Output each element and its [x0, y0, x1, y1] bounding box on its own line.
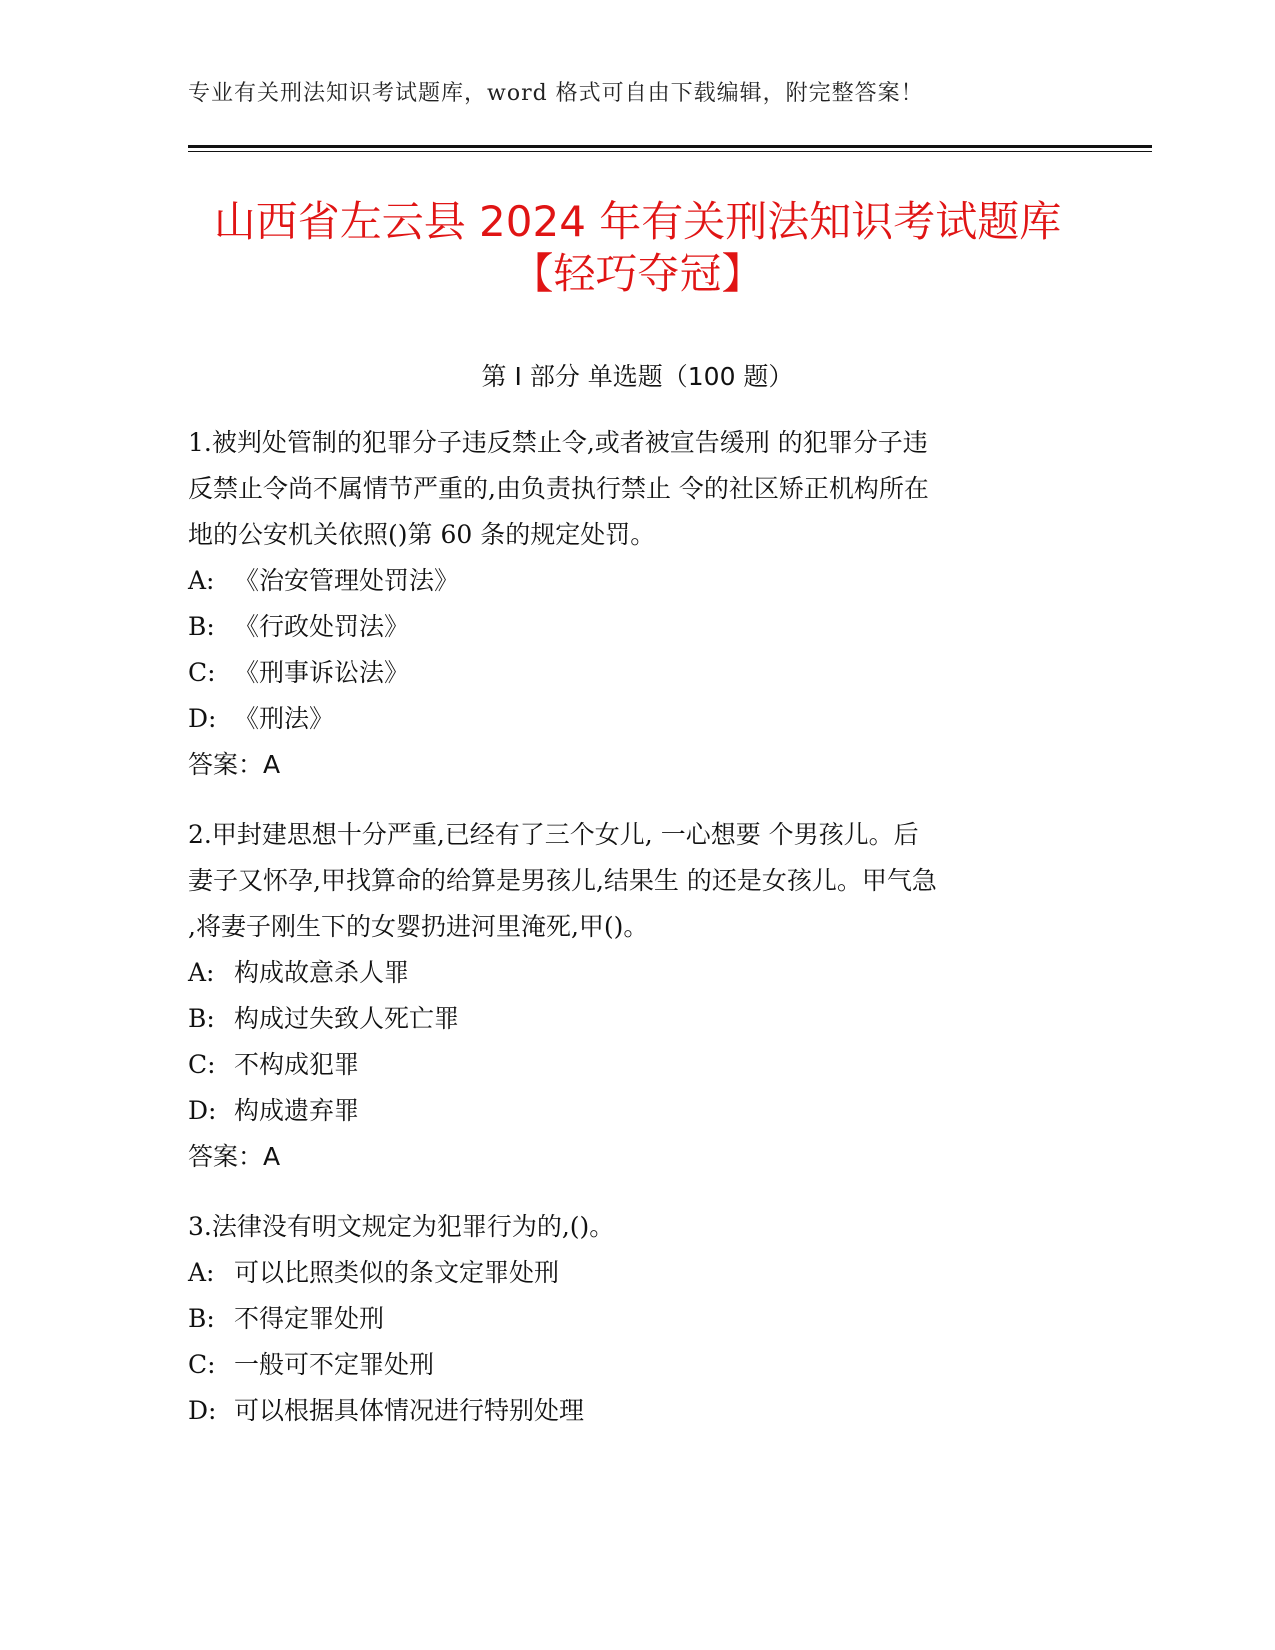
option-letter: D:: [188, 1396, 217, 1425]
option-d: [188, 696, 1088, 742]
option-text: 构成故意杀人罪: [234, 958, 410, 987]
header-divider-thin: [188, 151, 1152, 152]
document-title: [0, 196, 1275, 300]
option-letter: A:: [188, 1258, 215, 1287]
option-letter: B:: [188, 612, 215, 641]
option-a: [188, 950, 1088, 996]
answer-line: 答案：A: [188, 750, 281, 779]
question-stem-line: 地的公安机关依照()第 60 条的规定处罚。: [188, 520, 656, 549]
option-b: [188, 1296, 1088, 1342]
question-3: [188, 1204, 1088, 1434]
header-note: 专业有关刑法知识考试题库，word 格式可自由下载编辑，附完整答案！: [188, 81, 924, 106]
option-c: [188, 1042, 1088, 1088]
option-letter: C:: [188, 658, 216, 687]
option-text: 可以比照类似的条文定罪处刑: [234, 1258, 560, 1287]
option-text: 可以根据具体情况进行特别处理: [234, 1396, 585, 1425]
option-a: [188, 558, 1088, 604]
option-letter: A:: [188, 566, 215, 595]
option-text: 不得定罪处刑: [234, 1304, 385, 1333]
option-text: 不构成犯罪: [234, 1050, 360, 1079]
option-letter: D:: [188, 1096, 217, 1125]
option-c: [188, 650, 1088, 696]
option-letter: C:: [188, 1050, 216, 1079]
option-text: 《治安管理处罚法》: [234, 566, 460, 595]
option-letter: B:: [188, 1304, 215, 1333]
section-heading: 第 I 部分 单选题（100 题）: [481, 362, 794, 391]
option-letter: D:: [188, 704, 217, 733]
question-stem-line: ,将妻子刚生下的女婴扔进河里淹死,甲()。: [188, 912, 649, 941]
option-text: 一般可不定罪处刑: [234, 1350, 435, 1379]
question-stem-line: 1.被判处管制的犯罪分子违反禁止令,或者被宣告缓刑 的犯罪分子违: [188, 428, 928, 457]
answer-line: 答案：A: [188, 1142, 281, 1171]
question-stem-line: 2.甲封建思想十分严重,已经有了三个女儿, 一心想要 个男孩儿。后: [188, 820, 919, 849]
header-divider-thick: [188, 145, 1152, 148]
option-text: 《刑事诉讼法》: [234, 658, 410, 687]
option-letter: B:: [188, 1004, 215, 1033]
option-text: 《行政处罚法》: [234, 612, 410, 641]
title-line-2: 【轻巧夺冠】: [511, 249, 764, 298]
title-line-1: 山西省左云县 2024 年有关刑法知识考试题库: [213, 197, 1062, 246]
question-1: [188, 420, 1088, 788]
question-stem-line: 妻子又怀孕,甲找算命的给算是男孩儿,结果生 的还是女孩儿。甲气急: [188, 866, 937, 895]
question-stem-line: 反禁止令尚不属情节严重的,由负责执行禁止 令的社区矫正机构所在: [188, 474, 929, 503]
option-text: 《刑法》: [234, 704, 335, 733]
option-text: 构成过失致人死亡罪: [234, 1004, 460, 1033]
question-2: [188, 812, 1088, 1180]
option-b: [188, 604, 1088, 650]
option-c: [188, 1342, 1088, 1388]
option-letter: C:: [188, 1350, 216, 1379]
question-stem-line: 3.法律没有明文规定为犯罪行为的,()。: [188, 1212, 615, 1241]
option-a: [188, 1250, 1088, 1296]
option-letter: A:: [188, 958, 215, 987]
option-d: [188, 1388, 1088, 1434]
option-b: [188, 996, 1088, 1042]
option-text: 构成遗弃罪: [234, 1096, 360, 1125]
option-d: [188, 1088, 1088, 1134]
